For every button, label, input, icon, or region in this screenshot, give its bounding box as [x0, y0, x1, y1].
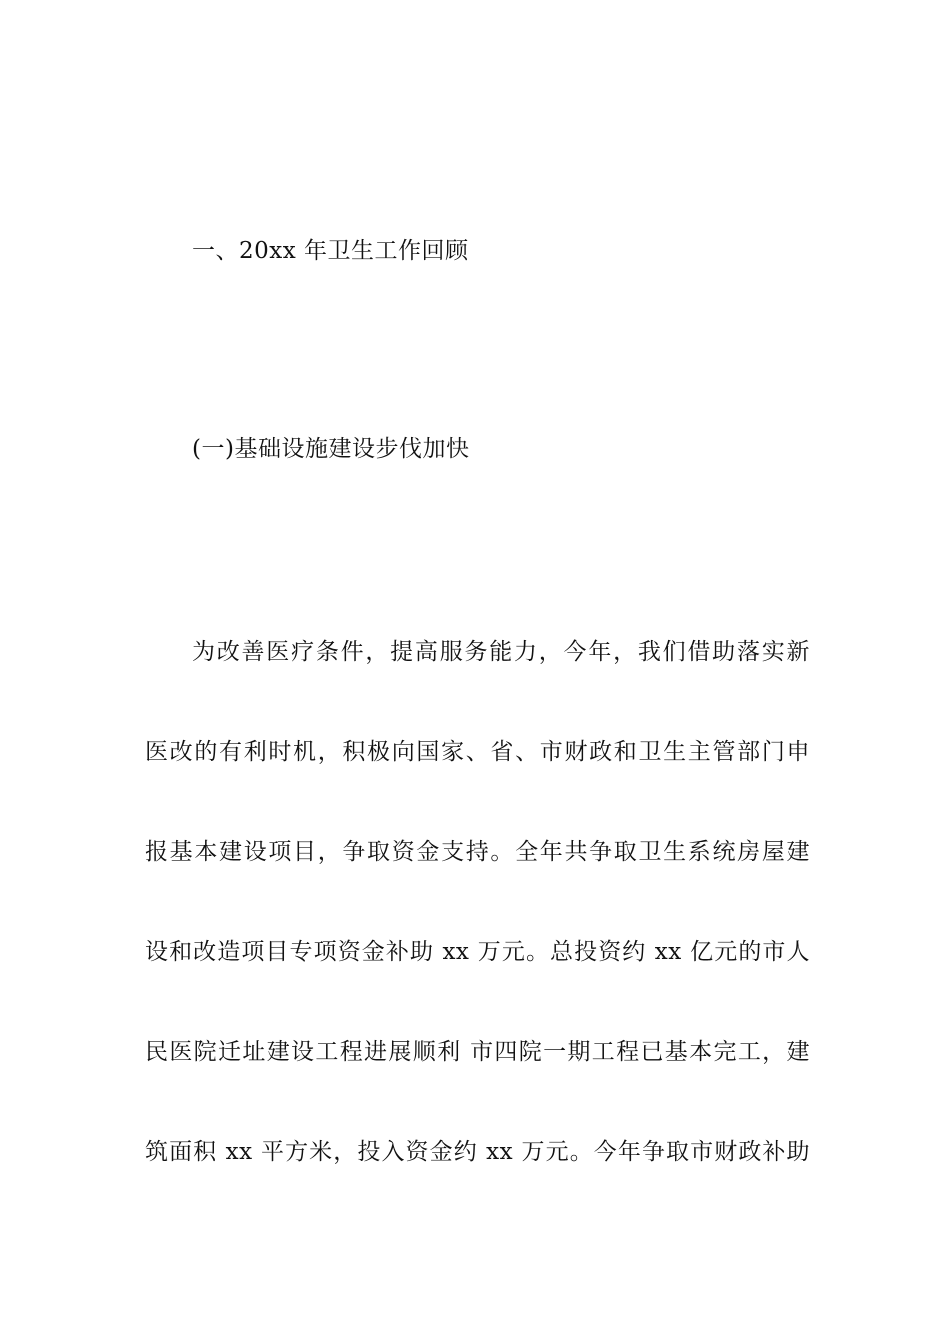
- paragraph-line: 设和改造项目专项资金补助 xx 万元。总投资约 xx 亿元的市人: [145, 939, 810, 965]
- paragraph-line: 为改善医疗条件，提高服务能力，今年，我们借助落实新: [192, 639, 810, 665]
- paragraph-line: 筑面积 xx 平方米，投入资金约 xx 万元。今年争取市财政补助: [145, 1139, 810, 1165]
- paragraph-line: 民医院迁址建设工程进展顺利 市四院一期工程已基本完工，建: [145, 1039, 810, 1065]
- section-heading: 一、20xx 年卫生工作回顾: [192, 238, 469, 264]
- body-paragraph: [145, 632, 810, 1232]
- paragraph-line: 医改的有利时机，积极向国家、省、市财政和卫生主管部门申: [145, 739, 810, 765]
- paragraph-line: 报基本建设项目，争取资金支持。全年共争取卫生系统房屋建: [145, 839, 810, 865]
- subsection-heading: (一)基础设施建设步伐加快: [192, 436, 470, 462]
